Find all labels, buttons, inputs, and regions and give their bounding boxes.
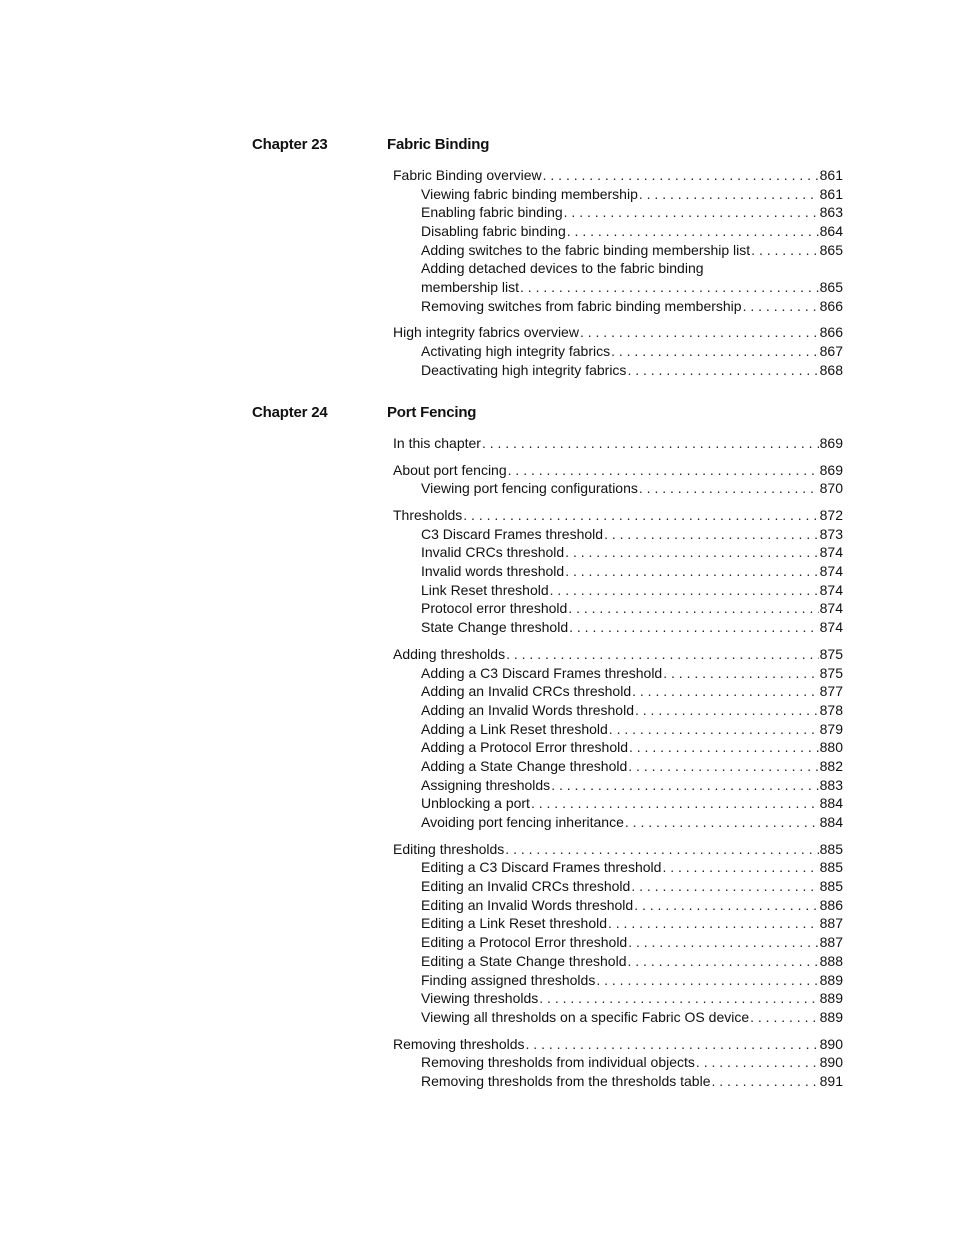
toc-subentry[interactable]: [393, 989, 843, 1008]
toc-page-number: 874: [819, 544, 843, 561]
dot-leader: [635, 701, 819, 720]
toc-group: [393, 645, 843, 832]
toc-entry-title: Adding detached devices to the fabric binding: [421, 260, 704, 277]
toc-subentry[interactable]: [393, 479, 843, 498]
toc-subentry[interactable]: [393, 222, 843, 241]
toc-subentry[interactable]: [393, 600, 843, 619]
toc-page-number: 868: [819, 361, 843, 378]
toc-entry[interactable]: [393, 324, 843, 343]
toc-entry-title: Viewing port fencing configurations: [421, 480, 638, 497]
toc-page-number: 874: [819, 619, 843, 636]
toc-entries: [393, 166, 843, 388]
dot-leader: [482, 434, 819, 453]
dot-leader: [625, 813, 819, 832]
toc-page-number: 874: [819, 600, 843, 617]
toc-page-number: 883: [819, 776, 843, 793]
toc-subentry[interactable]: [393, 278, 843, 297]
toc-subentry[interactable]: [393, 776, 843, 795]
toc-page-number: 889: [819, 971, 843, 988]
dot-leader: [629, 738, 819, 757]
dot-leader: [567, 222, 819, 241]
toc-entry-title: Removing thresholds from individual objects: [421, 1054, 695, 1071]
dot-leader: [639, 479, 819, 498]
toc-subentry[interactable]: [393, 525, 843, 544]
toc-group: [393, 166, 843, 316]
toc-page-number: 879: [819, 720, 843, 737]
dot-leader: [711, 1072, 818, 1091]
dot-leader: [508, 461, 819, 480]
dot-leader: [609, 720, 819, 739]
toc-entry-title: Unblocking a port: [421, 795, 530, 812]
toc-subentry[interactable]: [393, 562, 843, 581]
dot-leader: [505, 840, 818, 859]
toc-page-number: 863: [819, 204, 843, 221]
toc-entry[interactable]: [393, 434, 843, 453]
toc-page-number: 885: [819, 878, 843, 895]
toc-page-number: 861: [819, 166, 843, 183]
toc-subentry[interactable]: [393, 618, 843, 637]
dot-leader: [568, 599, 818, 618]
toc-subentry[interactable]: [393, 720, 843, 739]
toc-page-number: 874: [819, 563, 843, 580]
toc-subentry[interactable]: [393, 259, 843, 278]
toc-entry-title: Invalid CRCs threshold: [421, 544, 565, 561]
toc-subentry[interactable]: [393, 952, 843, 971]
dot-leader: [634, 896, 818, 915]
dot-leader: [551, 776, 818, 795]
toc-subentry[interactable]: [393, 896, 843, 915]
toc-page-number: 864: [819, 223, 843, 240]
toc-entry-title: Removing thresholds from the thresholds table: [421, 1072, 711, 1089]
toc-subentry[interactable]: [393, 1072, 843, 1091]
toc-subentry[interactable]: [393, 877, 843, 896]
toc-page-number: 891: [819, 1072, 843, 1089]
toc-entry-title: Fabric Binding overview: [393, 166, 542, 183]
toc-page-number: 874: [819, 581, 843, 598]
toc-entry[interactable]: [393, 1035, 843, 1054]
toc-subentry[interactable]: [393, 664, 843, 683]
toc-group: [393, 1035, 843, 1091]
toc-page-number: 885: [819, 840, 843, 857]
dot-leader: [564, 203, 819, 222]
toc-entry-title: Adding a Protocol Error threshold: [421, 739, 628, 756]
toc-subentry[interactable]: [393, 581, 843, 600]
dot-leader: [611, 342, 819, 361]
toc-entry-title: High integrity fabrics overview: [393, 324, 579, 341]
dot-leader: [565, 543, 818, 562]
toc-entry-title: State Change threshold: [421, 619, 569, 636]
toc-page-number: 873: [819, 525, 843, 542]
chapter-title: Port Fencing: [387, 404, 477, 421]
toc-entry[interactable]: [393, 506, 843, 525]
toc-page-number: 861: [819, 185, 843, 202]
dot-leader: [631, 877, 818, 896]
toc-entry-title: Adding a C3 Discard Frames threshold: [421, 664, 663, 681]
toc-page-number: 889: [819, 1008, 843, 1025]
dot-leader: [565, 562, 818, 581]
toc-entry-title: About port fencing: [393, 461, 507, 478]
dot-leader: [463, 506, 818, 525]
toc-entry-title: Adding an Invalid CRCs threshold: [421, 683, 632, 700]
toc-page-number: 886: [819, 896, 843, 913]
chapter-number: Chapter 24: [252, 404, 328, 421]
toc-entry-title: Invalid words threshold: [421, 563, 565, 580]
toc-page-number: 866: [819, 324, 843, 341]
dot-leader: [750, 1008, 819, 1027]
toc-page-number: 875: [819, 645, 843, 662]
toc-entry-title: Avoiding port fencing inheritance: [421, 814, 624, 831]
toc-group: [393, 506, 843, 637]
toc-entry-title: Editing an Invalid Words threshold: [421, 896, 634, 913]
dot-leader: [569, 618, 819, 637]
toc-subentry[interactable]: [393, 342, 843, 361]
toc-page-number: 867: [819, 343, 843, 360]
toc-entry-title: Thresholds: [393, 507, 463, 524]
toc-entry-title: Viewing thresholds: [421, 990, 539, 1007]
toc-page-number: 865: [819, 241, 843, 258]
dot-leader: [743, 297, 819, 316]
toc-subentry[interactable]: [393, 915, 843, 934]
toc-page-number: 877: [819, 683, 843, 700]
toc-page-number: 866: [819, 297, 843, 314]
dot-leader: [531, 794, 819, 813]
toc-page-number: 885: [819, 859, 843, 876]
toc-entry[interactable]: [393, 461, 843, 480]
toc-subentry[interactable]: [393, 203, 843, 222]
dot-leader: [506, 645, 819, 664]
toc-page-number: 887: [819, 915, 843, 932]
toc-page-number: 869: [819, 461, 843, 478]
toc-page-number: 884: [819, 814, 843, 831]
chapter-title: Fabric Binding: [387, 136, 490, 153]
toc-subentry[interactable]: [393, 543, 843, 562]
toc-page-number: 880: [819, 739, 843, 756]
toc-entry[interactable]: [393, 166, 843, 185]
toc-entry-title: Editing an Invalid CRCs threshold: [421, 878, 631, 895]
dot-leader: [751, 241, 818, 260]
dot-leader: [604, 525, 819, 544]
toc-entry-title: Editing a C3 Discard Frames threshold: [421, 859, 662, 876]
toc-entry-title: membership list: [421, 279, 520, 296]
toc-entry-title: Enabling fabric binding: [421, 204, 563, 221]
toc-entry-title: Viewing fabric binding membership: [421, 185, 638, 202]
toc-entry-title: Assigning thresholds: [421, 776, 551, 793]
toc-page-number: 890: [819, 1035, 843, 1052]
toc-entry-title: Disabling fabric binding: [421, 223, 566, 240]
toc-page-number: 889: [819, 990, 843, 1007]
dot-leader: [663, 664, 818, 683]
toc-page-number: 875: [819, 664, 843, 681]
toc-subentry[interactable]: [393, 794, 843, 813]
toc-entry-title: Adding switches to the fabric binding membership list: [421, 241, 751, 258]
toc-entries: [393, 434, 843, 1099]
toc-group: [393, 324, 843, 380]
toc-group: [393, 840, 843, 1027]
toc-page-number: 869: [819, 434, 843, 451]
toc-entry-title: Link Reset threshold: [421, 581, 549, 598]
toc-entry-title: Finding assigned thresholds: [421, 971, 596, 988]
dot-leader: [539, 989, 818, 1008]
toc-entry-title: C3 Discard Frames threshold: [421, 525, 604, 542]
toc-entry-title: In this chapter: [393, 434, 481, 451]
toc-page-number: 870: [819, 480, 843, 497]
toc-group: [393, 434, 843, 453]
dot-leader: [628, 757, 818, 776]
toc-subentry[interactable]: [393, 682, 843, 701]
toc-subentry[interactable]: [393, 1053, 843, 1072]
toc-subentry[interactable]: [393, 185, 843, 204]
dot-leader: [627, 952, 818, 971]
toc-entry-title: Adding a Link Reset threshold: [421, 720, 608, 737]
dot-leader: [580, 323, 819, 342]
dot-leader: [596, 971, 818, 990]
dot-leader: [627, 361, 818, 380]
dot-leader: [608, 914, 819, 933]
toc-page-number: 884: [819, 795, 843, 812]
toc-entry-title: Editing a Protocol Error threshold: [421, 934, 628, 951]
toc-entry-title: Deactivating high integrity fabrics: [421, 361, 627, 378]
toc-subentry[interactable]: [393, 757, 843, 776]
toc-entry-title: Editing thresholds: [393, 840, 505, 857]
toc-entry-title: Viewing all thresholds on a specific Fabric OS device: [421, 1008, 750, 1025]
toc-entry-title: Removing switches from fabric binding membership: [421, 297, 742, 314]
dot-leader: [639, 185, 819, 204]
dot-leader: [543, 166, 819, 185]
toc-subentry[interactable]: [393, 971, 843, 990]
toc-entry-title: Editing a State Change threshold: [421, 952, 627, 969]
toc-subentry[interactable]: [393, 241, 843, 260]
toc-entry-title: Editing a Link Reset threshold: [421, 915, 607, 932]
toc-group: [393, 461, 843, 498]
toc-subentry[interactable]: [393, 701, 843, 720]
toc-page-number: 890: [819, 1054, 843, 1071]
toc-page-number: 887: [819, 934, 843, 951]
dot-leader: [628, 933, 818, 952]
toc-entry-title: Adding an Invalid Words threshold: [421, 701, 634, 718]
toc-entry-title: Removing thresholds: [393, 1035, 525, 1052]
toc-entry-title: Protocol error threshold: [421, 600, 568, 617]
toc-subentry[interactable]: [393, 361, 843, 380]
dot-leader: [632, 682, 819, 701]
toc-page-number: 865: [819, 279, 843, 296]
chapter-number: Chapter 23: [252, 136, 328, 153]
toc-subentry[interactable]: [393, 738, 843, 757]
dot-leader: [696, 1053, 819, 1072]
dot-leader: [526, 1035, 819, 1054]
toc-entry-title: Activating high integrity fabrics: [421, 343, 611, 360]
toc-subentry[interactable]: [393, 858, 843, 877]
dot-leader: [550, 581, 819, 600]
toc-entry[interactable]: [393, 840, 843, 859]
dot-leader: [520, 278, 819, 297]
toc-page-number: 878: [819, 701, 843, 718]
toc-entry-title: Adding a State Change threshold: [421, 757, 628, 774]
toc-subentry[interactable]: [393, 813, 843, 832]
toc-subentry[interactable]: [393, 297, 843, 316]
dot-leader: [662, 858, 818, 877]
toc-page-number: 888: [819, 952, 843, 969]
toc-subentry[interactable]: [393, 933, 843, 952]
toc-entry[interactable]: [393, 645, 843, 664]
toc-entry-title: Adding thresholds: [393, 645, 506, 662]
toc-subentry[interactable]: [393, 1008, 843, 1027]
toc-page-number: 872: [819, 507, 843, 524]
toc-page-number: 882: [819, 757, 843, 774]
